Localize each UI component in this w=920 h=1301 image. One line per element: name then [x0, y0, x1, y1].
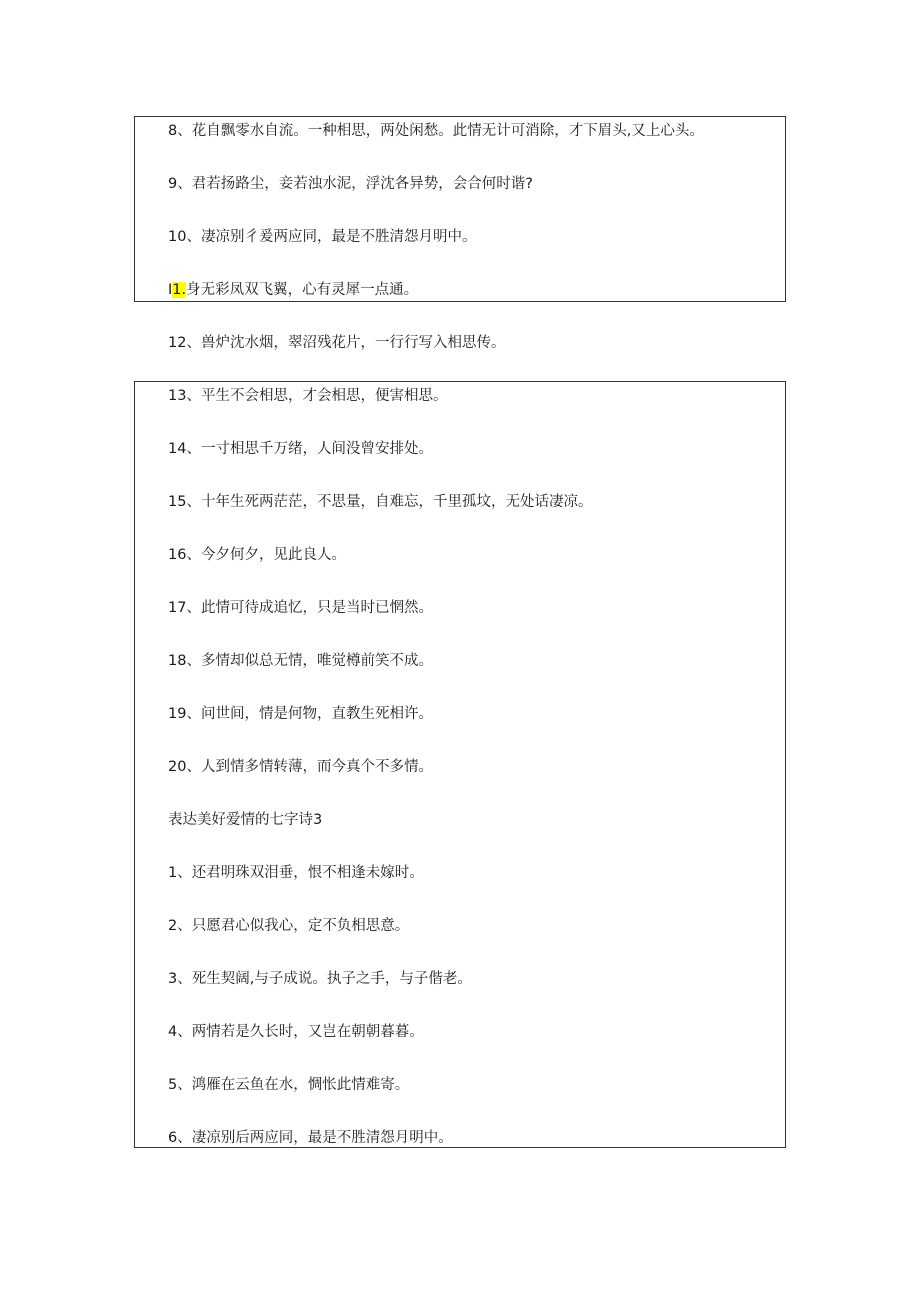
poem-line-17: 17、此情可待成追忆，只是当时已惘然。	[168, 600, 433, 616]
poem-line-3-2: 2、只愿君心似我心，定不负相思意。	[168, 918, 410, 934]
poem-line-13: 13、平生不会相思，才会相思，便害相思。	[168, 388, 448, 404]
poem-line-3-4: 4、两情若是久长时，又岂在朝朝暮暮。	[168, 1024, 424, 1040]
poem-line-8: 8、花自飘零水自流。一种相思，两处闲愁。此情无计可消除，才下眉头,又上心头。	[168, 123, 704, 139]
poem-line-10: 10、凄凉别彳爰两应同，最是不胜清怨月明中。	[168, 229, 477, 245]
poem-line-11	[168, 281, 418, 299]
highlighted-number: 1.	[172, 282, 187, 298]
poem-line-3-3: 3、死生契阔,与子成说。执子之手，与子偕老。	[168, 971, 472, 987]
poem-line-14: 14、一寸相思千万绪，人间没曾安排处。	[168, 441, 433, 457]
poem-line-20: 20、人到情多情转薄，而今真个不多情。	[168, 759, 433, 775]
poem-line-12: 12、兽炉沈水烟，翠沼残花片，一行行写入相思传。	[168, 335, 506, 351]
poem-line-3-1: 1、还君明珠双泪垂，恨不相逢未嫁时。	[168, 865, 424, 881]
poem-line-3-6: 6、凄凉别后两应同，最是不胜清怨月明中。	[168, 1130, 453, 1146]
poem-line-16: 16、今夕何夕，见此良人。	[168, 547, 346, 563]
text-frame-top	[134, 116, 786, 302]
poem-line-19: 19、问世间，情是何物，直教生死相许。	[168, 706, 433, 722]
poem-line-18: 18、多情却似总无情，唯觉樽前笑不成。	[168, 653, 433, 669]
poem-line-15: 15、十年生死两茫茫，不思量，自难忘，千里孤坟，无处话凄凉。	[168, 494, 593, 510]
line-11-text: 身无彩凤双飞翼，心有灵犀一点通。	[186, 282, 419, 298]
section-heading: 表达美好爱情的七字诗3	[168, 812, 323, 828]
line-11-prefix: I	[168, 282, 173, 298]
poem-line-9: 9、君若扬路尘，妾若浊水泥，浮沈各异势，会合何时谐?	[168, 176, 533, 192]
poem-line-3-5: 5、鸿雁在云鱼在水，惆怅此情难寄。	[168, 1077, 410, 1093]
